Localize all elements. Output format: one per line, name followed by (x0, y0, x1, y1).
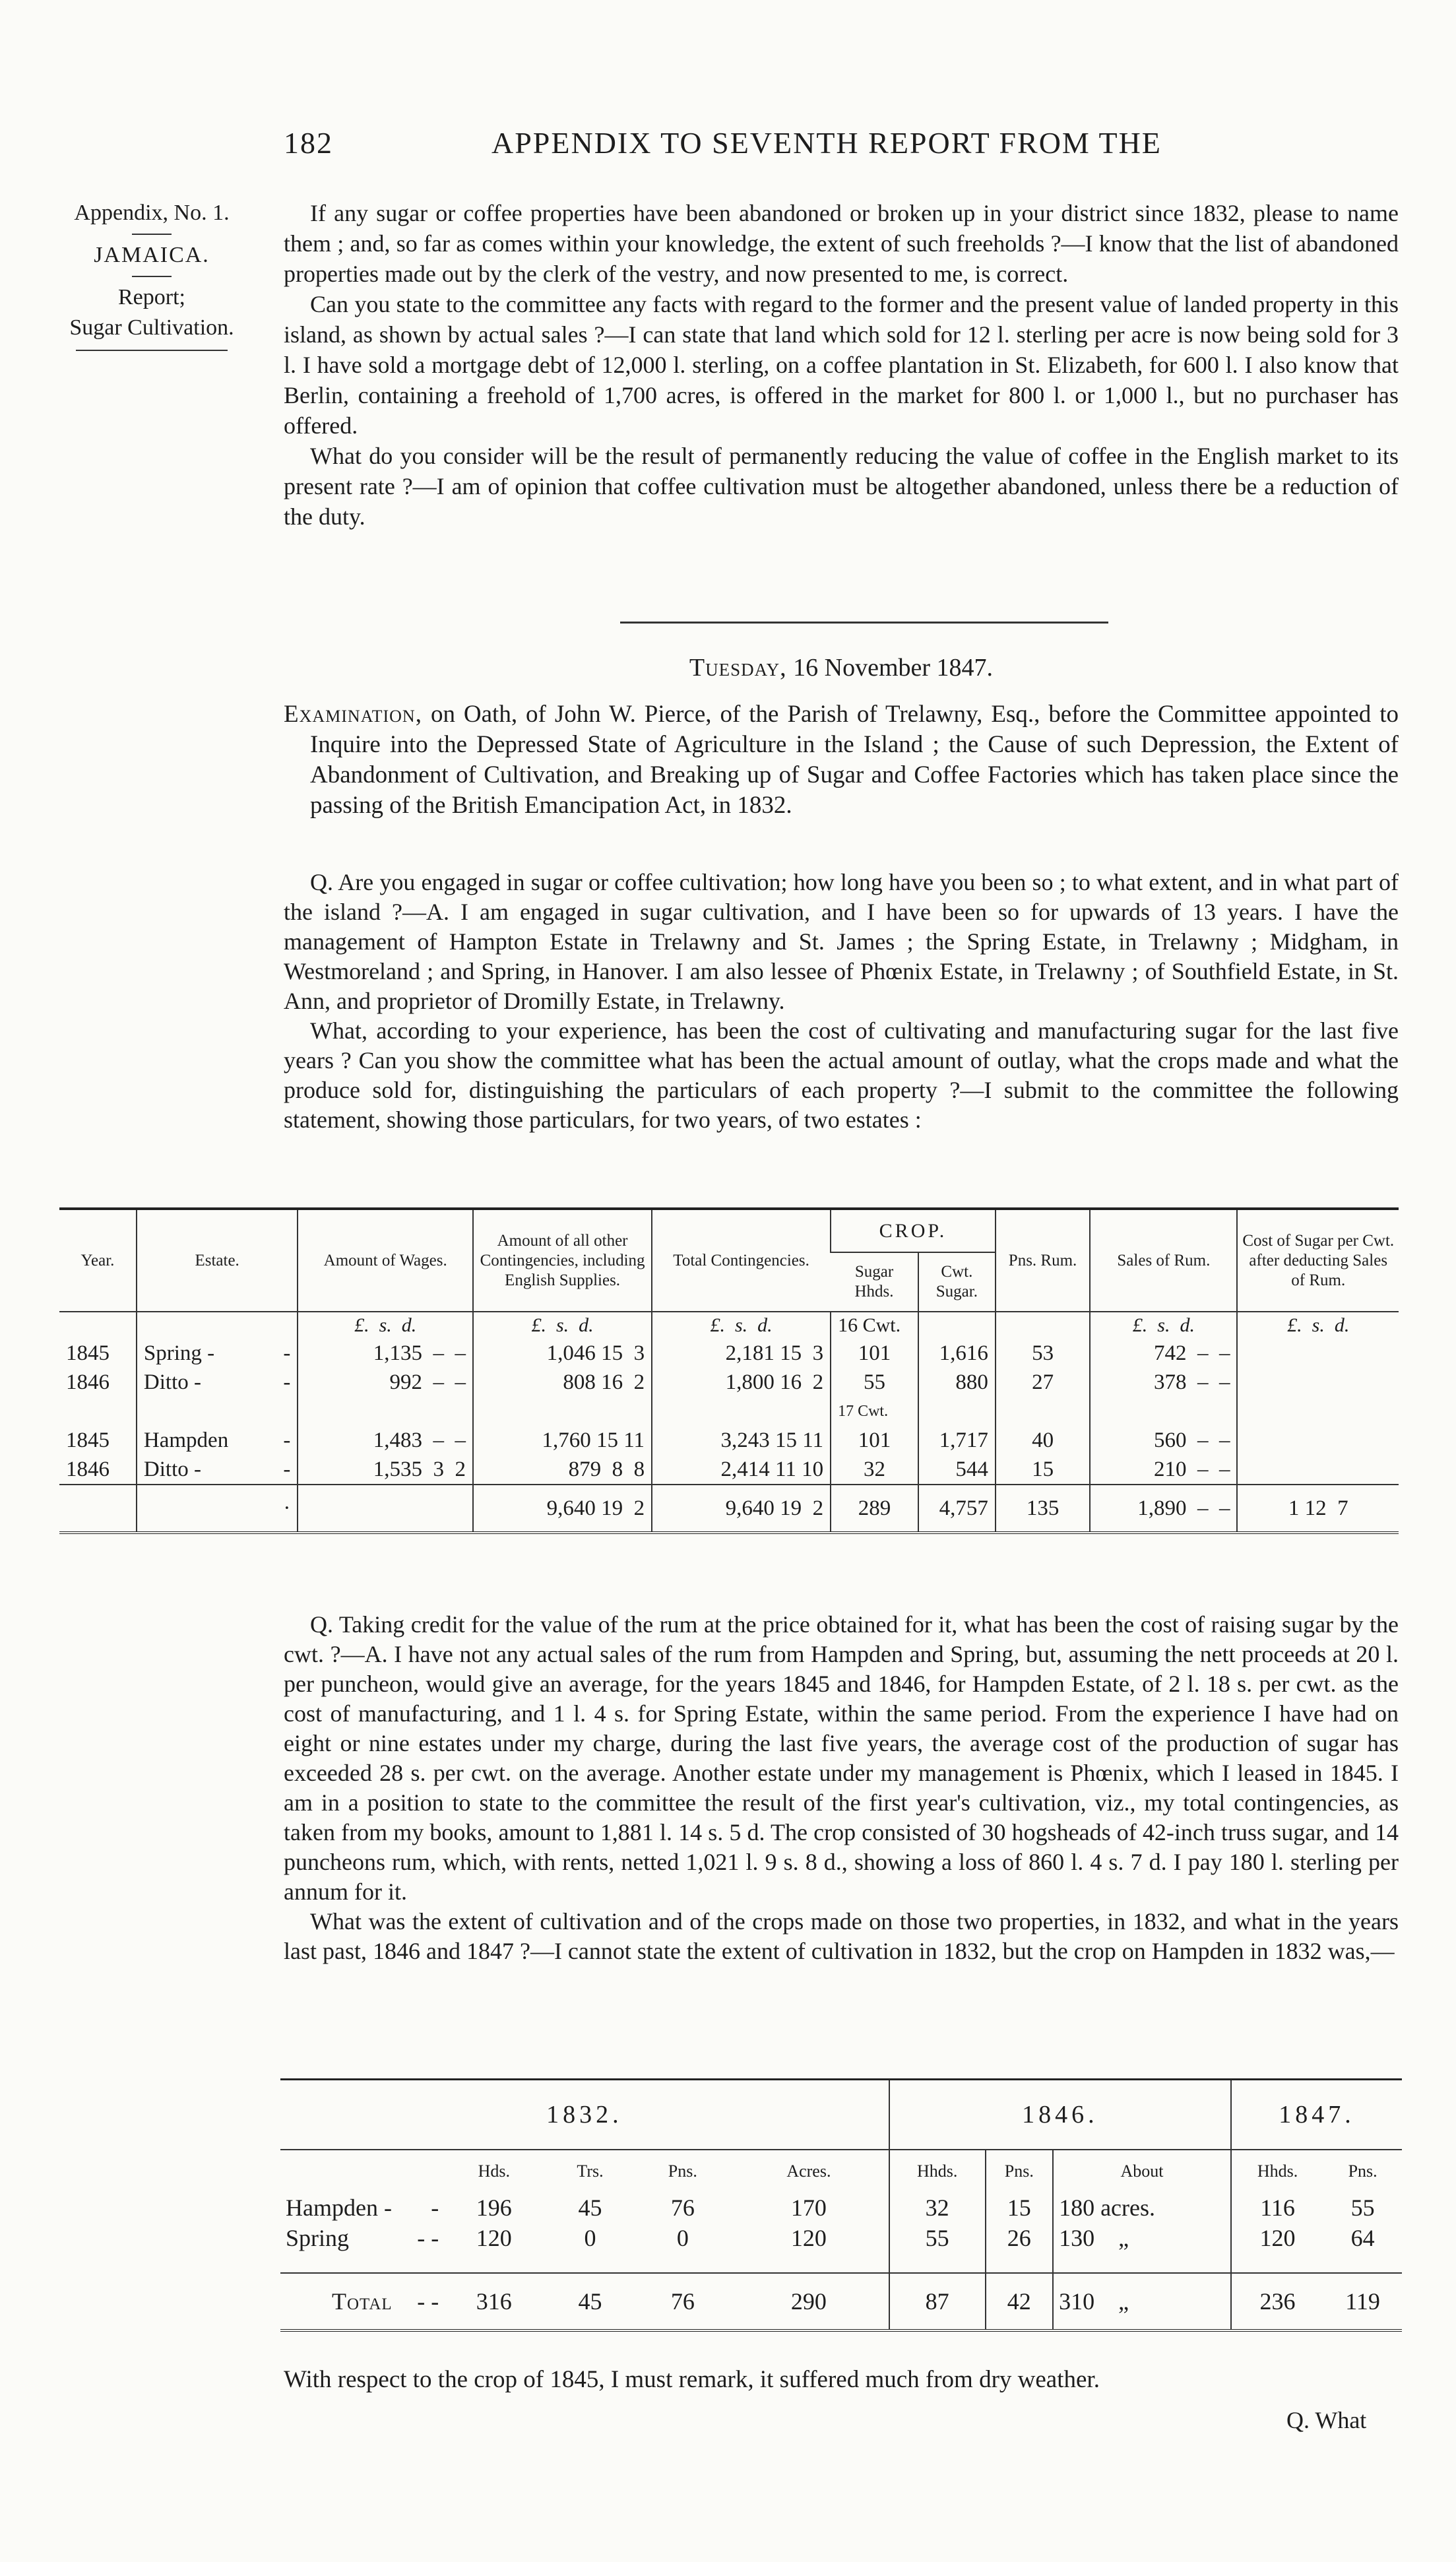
crop-table: 1832. 1846. 1847. Hds. Trs. Pns. Acres. Hhds. Pns. About Hhds. Pns. Hampden - - 196 45 76 170 32 15 180 acres. 116 55 Spring - - 120 0 0 120 55 26 130 „ 120 64 Total - - 316 45 76 290 87 42 310 „ 236 119 (280, 2078, 1402, 2332)
margin-subject: Sugar Cultivation. (69, 315, 234, 340)
col-total: Total Contingencies. (652, 1209, 831, 1312)
year-1846: 1846. (889, 2080, 1231, 2150)
table-row: Hampden - - 196 45 76 170 32 15 180 acres. 116 55 (280, 2193, 1402, 2223)
closing-sentence: With respect to the crop of 1845, I must remark, it suffered much from dry weather. (284, 2366, 1100, 2393)
col-crop: CROP. (831, 1209, 996, 1252)
col-cwt-sugar: Cwt. Sugar. (918, 1252, 996, 1312)
section-divider (620, 622, 1108, 624)
table-row: 1845 Spring - - 1,135 – – 1,046 15 3 2,181 15 3 101 1,616 53 742 – – (59, 1339, 1399, 1368)
margin-notes (26, 198, 277, 358)
table-row: 1845 Hampden - 1,483 – – 1,760 15 11 3,243 15 11 101 1,717 40 560 – – (59, 1426, 1399, 1455)
col-other: Amount of all other Contingencies, including English Supplies. (473, 1209, 652, 1312)
dateline-date: 16 November 1847. (793, 654, 994, 682)
paragraph: Q. Are you engaged in sugar or coffee cultivation; how long have you been so ; to what extent, and in what part of the island ?—A. I am engaged in sugar cultivation, and I have been so for upwards of 13 years. I have the management of Hampton Estate in Trelawny and St. James ; the Spring Estate, in Trelawny ; Midgham, in Westmoreland ; and Spring, in Hanover. I am also lessee of Phœnix Estate, in Trelawny ; of Southfield Estate, in St. Ann, and proprietor of Dromilly Estate, in Trelawny. (284, 869, 1399, 1014)
margin-report: Report; (118, 285, 185, 309)
margin-rule (132, 276, 172, 277)
units-row: 17 Cwt. (59, 1397, 1399, 1426)
margin-place: JAMAICA. (94, 243, 210, 267)
table-row: Spring - - 120 0 0 120 55 26 130 „ 120 64 (280, 2223, 1402, 2253)
cost-table (59, 1207, 1399, 1534)
totals-row: Total - - 316 45 76 290 87 42 310 „ 236 119 (280, 2273, 1402, 2330)
paragraph: What, according to your experience, has been the cost of cultivating and manufacturing sugar for the last five years ? Can you show the committee what has been the actual amount of outlay, what the crops made and what the produce sold for, distinguishing the particulars of each property ?—I submit to the committee the following statement, showing those particulars, for two years, of two estates : (284, 1017, 1399, 1133)
col-sugar-hhds: Sugar Hhds. (854, 1263, 894, 1300)
col-cost: Cost of Sugar per Cwt. after deducting Sales of Rum. (1237, 1209, 1399, 1312)
examination-lead: Examination, (284, 701, 422, 728)
year-1832: 1832. (280, 2080, 889, 2150)
col-year: Year. (59, 1209, 137, 1312)
paragraph: What do you consider will be the result of permanently reducing the value of coffee in the English market to its present rate ?—I am of opinion that coffee cultivation must be altogether abandoned, unless there be a reduction of the duty. (284, 443, 1399, 530)
col-pns: Pns. Rum. (996, 1209, 1090, 1312)
page-title: APPENDIX TO SEVENTH REPORT FROM THE (491, 126, 1162, 160)
paragraph: What was the extent of cultivation and of the crops made on those two properties, in 1832, and what in the years last past, 1846 and 1847 ?—I cannot state the extent of cultivation in 1832, but the crop on Hampden in 1832 was,— (284, 1908, 1399, 1964)
table-row: 1846 Ditto - - 1,535 3 2 879 8 8 2,414 11 10 32 544 15 210 – – (59, 1455, 1399, 1485)
margin-rule (132, 234, 172, 235)
col-estate: Estate. (137, 1209, 298, 1312)
intro-text (284, 198, 1399, 532)
dateline (284, 653, 1399, 682)
year-1847: 1847. (1231, 2080, 1402, 2150)
examination-heading (284, 699, 1399, 821)
col-wages: Amount of Wages. (298, 1209, 473, 1312)
page-number: 182 (284, 126, 333, 160)
totals-row: · 9,640 19 2 9,640 19 2 289 4,757 135 1,890 – – 1 12 7 (59, 1485, 1399, 1533)
col-sales: Sales of Rum. (1090, 1209, 1237, 1312)
margin-rule-long (76, 350, 228, 351)
paragraph: If any sugar or coffee properties have been abandoned or broken up in your district since 1832, please to name them ; and, so far as comes within your knowledge, the extent of such freeholds ?—I know that the list of abandoned properties made out by the clerk of the vestry, and now presented to me, is correct. (284, 200, 1399, 287)
catchword: Q. What (1286, 2407, 1367, 2433)
paragraph: Q. Taking credit for the value of the rum at the price obtained for it, what has been the cost of raising sugar by the cwt. ?—A. I have not any actual sales of the rum from Hampden and Spring, but, assuming the nett proceeds at 20 l. per puncheon, would give an average, for the years 1845 and 1846, for Hampden Estate, of 2 l. 18 s. per cwt. as the cost of manufacturing, and 1 l. 4 s. for Spring Estate, within the same period. From the experience I have had on eight or nine estates under my charge, during the last five years, the average cost of the production of sugar has exceeded 28 s. per cwt. on the average. Another estate under my management is Phœnix, which I leased in 1845. I am in a position to state to the committee the result of the first year's cultivation, viz., my total contingencies, as taken from my books, amount to 1,881 l. 14 s. 5 d. The crop consisted of 30 hogsheads of 42-inch truss sugar, and 14 puncheons rum, which, with rents, netted 1,021 l. 9 s. 8 d., showing a loss of 860 l. 4 s. 7 d. I pay 180 l. sterling per annum for it. (284, 1611, 1399, 1905)
examination-text: on Oath, of John W. Pierce, of the Parish of Trelawny, Esq., before the Committee appointed to Inquire into the Depressed State of Agriculture in the Island ; the Cause of such Depression, the Extent of Abandonment of Cultivation, and Breaking up of Sugar and Coffee Factories which has taken place since the passing of the British Emancipation Act, in 1832. (310, 701, 1399, 819)
paragraph: Can you state to the committee any facts with regard to the former and the present value of landed property in this island, as shown by actual sales ?—I can state that land which sold for 12 l. sterling per acre is now being sold for 3 l. I have sold a mortgage debt of 12,000 l. sterling, on a coffee plantation in St. Elizabeth, for 600 l. I also know that Berlin, containing a freehold of 1,700 acres, is offered in the market for 800 l. or 1,000 l., but no purchaser has offered. (284, 291, 1399, 439)
units-row: £. s. d. £. s. d. £. s. d. 16 Cwt. £. s. d. £. s. d. (59, 1312, 1399, 1339)
table-row: 1846 Ditto - - 992 – – 808 16 2 1,800 16 2 55 880 27 378 – – (59, 1368, 1399, 1397)
question-answer-1 (284, 868, 1399, 1135)
dateline-day: Tuesday, (689, 654, 787, 682)
question-answer-2 (284, 1610, 1399, 1966)
margin-appendix: Appendix, No. 1. (74, 201, 230, 225)
